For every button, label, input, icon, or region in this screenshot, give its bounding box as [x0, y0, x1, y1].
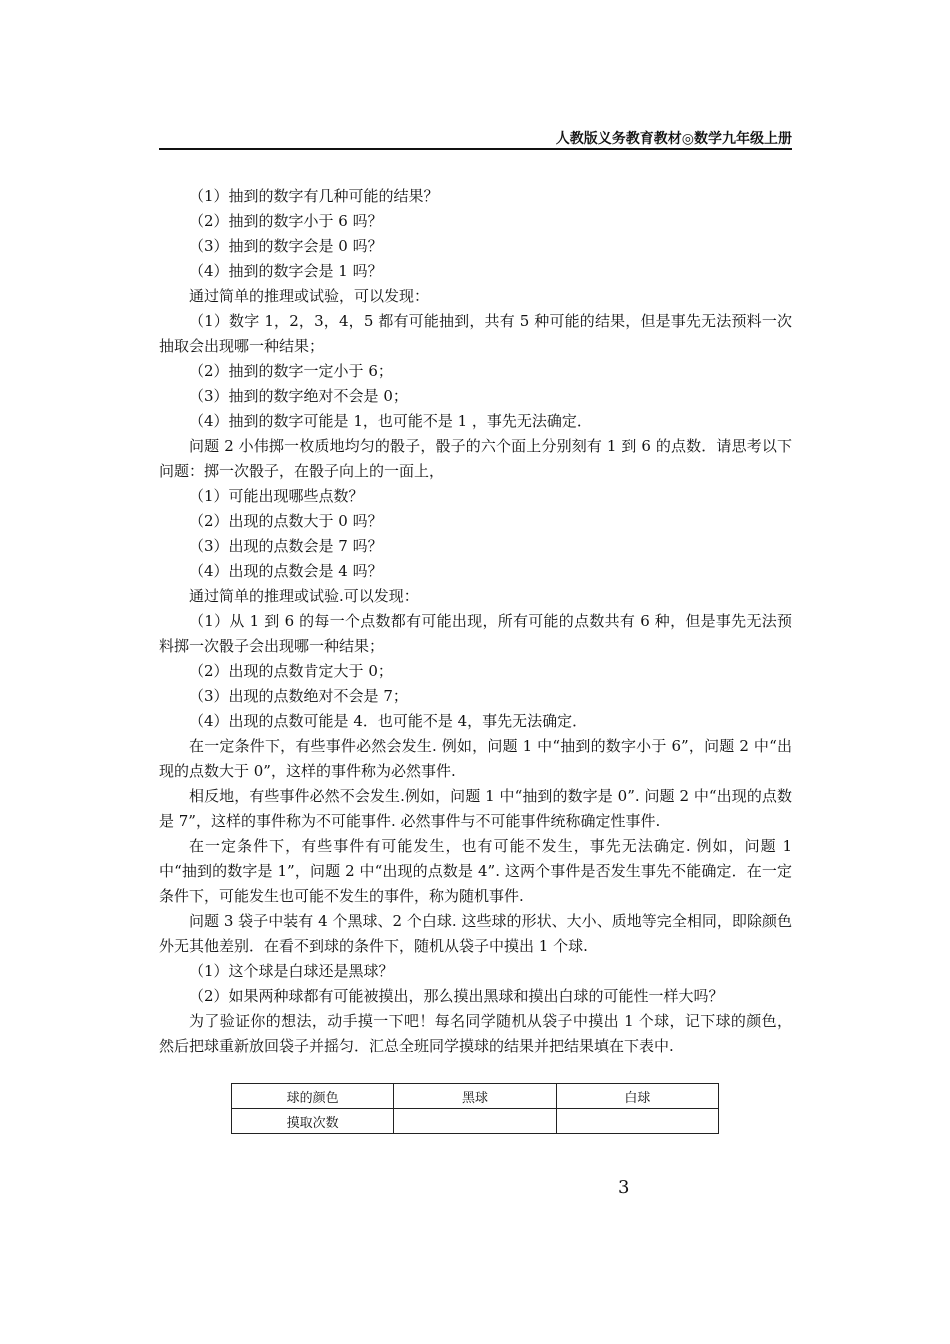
body-text — [159, 184, 792, 1059]
paragraph: （1）数字 1，2，3，4，5 都有可能抽到，共有 5 种可能的结果，但是事先无法预料一次抽取会出现哪一种结果； — [159, 312, 792, 355]
paragraph: （3）出现的点数绝对不会是 7； — [189, 687, 408, 705]
paragraph: （4）出现的点数会是 4 吗？ — [189, 562, 383, 580]
paragraph: 通过简单的推理或试验，可以发现： — [189, 287, 430, 305]
header-rule — [159, 148, 792, 150]
paragraph: （4）抽到的数字会是 1 吗？ — [189, 262, 383, 280]
page-header: 人教版义务教育教材◎数学九年级上册 — [555, 131, 792, 147]
table-row — [232, 1109, 719, 1134]
paragraph: （4）出现的点数可能是 4．也可能不是 4，事先无法确定． — [189, 712, 588, 730]
table-cell — [394, 1109, 556, 1134]
paragraph: （2）出现的点数大于 0 吗？ — [189, 512, 383, 530]
paragraph: （2）出现的点数肯定大于 0； — [189, 662, 393, 680]
paragraph: （3）抽到的数字会是 0 吗？ — [189, 237, 383, 255]
paragraph: 为了验证你的想法，动手摸一下吧！每名同学随机从袋子中摸出 1 个球，记下球的颜色，然后把球重新放回袋子并摇匀．汇总全班同学摸球的结果并把结果填在下表中. — [159, 1012, 792, 1055]
table-cell: 摸取次数 — [232, 1109, 394, 1134]
paragraph: 在一定条件下，有些事件有可能发生，也有可能不发生，事先无法确定. 例如，问题 1 中“抽到的数字是 1”，问题 2 中“出现的点数是 4”. 这两个事件是否发生事先不能确定．在一定条件下，可能发生也可能不发生的事件，称为随机事件. — [159, 837, 792, 905]
paragraph: （1）从 1 到 6 的每一个点数都有可能出现，所有可能的点数共有 6 种，但是事先无法预料掷一次骰子会出现哪一种结果； — [159, 612, 792, 655]
paragraph: （4）抽到的数字可能是 1，也可能不是 1 ，事先无法确定． — [189, 412, 592, 430]
paragraph: （2）抽到的数字小于 6 吗？ — [189, 212, 383, 230]
paragraph: （3）出现的点数会是 7 吗？ — [189, 537, 383, 555]
paragraph: （1）这个球是白球还是黑球？ — [189, 962, 394, 980]
paragraph: （1）可能出现哪些点数？ — [189, 487, 364, 505]
paragraph: 通过简单的推理或试验.可以发现： — [189, 587, 419, 605]
paragraph: （2）如果两种球都有可能被摸出，那么摸出黑球和摸出白球的可能性一样大吗？ — [189, 987, 724, 1005]
page-number: 3 — [618, 1177, 630, 1198]
paragraph: 相反地，有些事件必然不会发生.例如，问题 1 中“抽到的数字是 0”. 问题 2 中“出现的点数是 7”，这样的事件称为不可能事件. 必然事件与不可能事件统称确定性事件. — [159, 787, 792, 830]
table-cell: 黑球 — [394, 1084, 556, 1109]
table-cell: 白球 — [556, 1084, 718, 1109]
paragraph: 问题 3 袋子中装有 4 个黑球、2 个白球. 这些球的形状、大小、质地等完全相同，即除颜色外无其他差别．在看不到球的条件下，随机从袋子中摸出 1 个球. — [159, 912, 792, 955]
ball-tally-table — [231, 1083, 719, 1134]
paragraph: 在一定条件下，有些事件必然会发生. 例如，问题 1 中“抽到的数字小于 6”，问题 2 中“出现的点数大于 0”，这样的事件称为必然事件. — [159, 737, 792, 780]
table-header-row — [232, 1084, 719, 1109]
paragraph: （2）抽到的数字一定小于 6； — [189, 362, 393, 380]
table-cell — [556, 1109, 718, 1134]
table-cell: 球的颜色 — [232, 1084, 394, 1109]
paragraph: （1）抽到的数字有几种可能的结果？ — [189, 187, 439, 205]
paragraph: 问题 2 小伟掷一枚质地均匀的骰子，骰子的六个面上分别刻有 1 到 6 的点数．请思考以下问题：掷一次骰子，在骰子向上的一面上， — [159, 437, 792, 480]
paragraph: （3）抽到的数字绝对不会是 0； — [189, 387, 408, 405]
